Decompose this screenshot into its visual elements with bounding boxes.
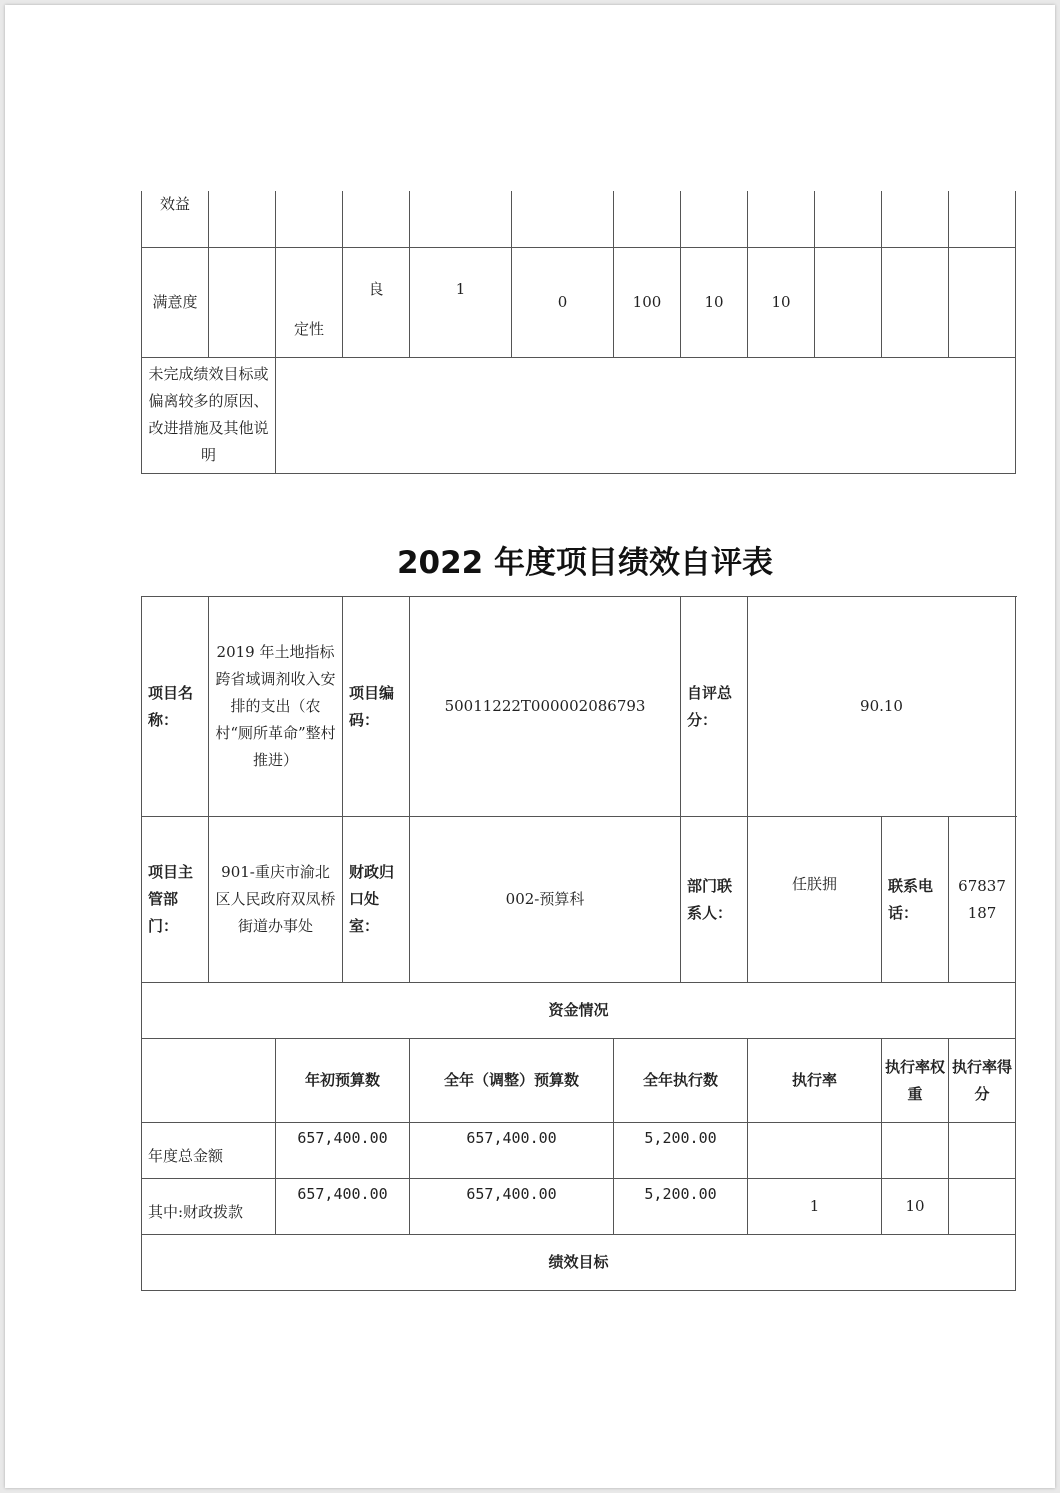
funds-rate: 1	[748, 1179, 882, 1235]
document-page	[5, 5, 1055, 1488]
contact-label: 部门联系人：	[681, 817, 748, 983]
goals-section-title: 绩效目标	[142, 1235, 1016, 1291]
funds-header-blank	[142, 1039, 276, 1123]
project-name-value: 2019 年土地指标跨省域调剂收入安排的支出（农村“厕所革命”整村推进）	[209, 597, 343, 817]
benefit-row	[142, 191, 1016, 247]
reason-value	[276, 357, 1016, 473]
funds-weight: 10	[882, 1179, 949, 1235]
funds-row-label: 年度总金额	[142, 1123, 276, 1179]
project-name-label: 项目名称：	[142, 597, 209, 817]
previous-performance-table	[141, 191, 1016, 474]
project-code-label: 项目编码：	[343, 597, 410, 817]
header-adjusted-budget: 全年（调整）预算数	[410, 1039, 614, 1123]
funds-rate	[748, 1123, 882, 1179]
dept-label: 项目主管部门：	[142, 817, 209, 983]
header-rate-weight: 执行率权重	[882, 1039, 949, 1123]
office-value: 002-预算科	[410, 817, 681, 983]
office-label: 财政归口处室：	[343, 817, 410, 983]
table-row	[142, 1123, 1016, 1179]
dept-value: 901-重庆市渝北区人民政府双凤桥街道办事处	[209, 817, 343, 983]
goals-section-row	[142, 1235, 1016, 1291]
satisfaction-value-5: 10	[748, 247, 815, 357]
funds-score	[949, 1123, 1016, 1179]
table-row	[142, 1179, 1016, 1235]
funds-row-label: 其中:财政拨款	[142, 1179, 276, 1235]
funds-section-row	[142, 983, 1016, 1039]
funds-initial: 657,400.00	[276, 1123, 410, 1179]
satisfaction-label: 满意度	[142, 247, 209, 357]
funds-adjusted: 657,400.00	[410, 1179, 614, 1235]
funds-initial: 657,400.00	[276, 1179, 410, 1235]
funds-score	[949, 1179, 1016, 1235]
funds-section-title: 资金情况	[142, 983, 1016, 1039]
header-execution-rate: 执行率	[748, 1039, 882, 1123]
benefit-label: 效益	[142, 191, 209, 247]
funds-executed: 5,200.00	[614, 1123, 748, 1179]
satisfaction-row	[142, 247, 1016, 357]
phone-label: 联系电话：	[882, 817, 949, 983]
funds-adjusted: 657,400.00	[410, 1123, 614, 1179]
header-rate-score: 执行率得分	[949, 1039, 1016, 1123]
score-label: 自评总分：	[681, 597, 748, 817]
funds-header-row	[142, 1039, 1016, 1123]
satisfaction-nature: 定性	[276, 247, 343, 357]
reason-row	[142, 357, 1016, 473]
project-code-value: 50011222T000002086793	[410, 597, 681, 817]
satisfaction-value-4: 10	[681, 247, 748, 357]
reason-label: 未完成绩效目标或偏离较多的原因、改进措施及其他说明	[142, 357, 276, 473]
satisfaction-value-1: 1	[410, 247, 512, 357]
header-executed: 全年执行数	[614, 1039, 748, 1123]
department-row	[142, 817, 1016, 983]
satisfaction-value-3: 100	[614, 247, 681, 357]
page-title: 2022 年度项目绩效自评表	[396, 545, 774, 581]
funds-executed: 5,200.00	[614, 1179, 748, 1235]
project-name-row	[142, 597, 1016, 817]
funds-weight	[882, 1123, 949, 1179]
phone-value: 67837187	[949, 817, 1016, 983]
header-initial-budget: 年初预算数	[276, 1039, 410, 1123]
score-value: 90.10	[748, 597, 1016, 817]
self-evaluation-table	[141, 596, 1016, 1291]
satisfaction-rating: 良	[343, 247, 410, 357]
contact-value: 任朕拥	[748, 817, 882, 983]
satisfaction-value-2: 0	[512, 247, 614, 357]
